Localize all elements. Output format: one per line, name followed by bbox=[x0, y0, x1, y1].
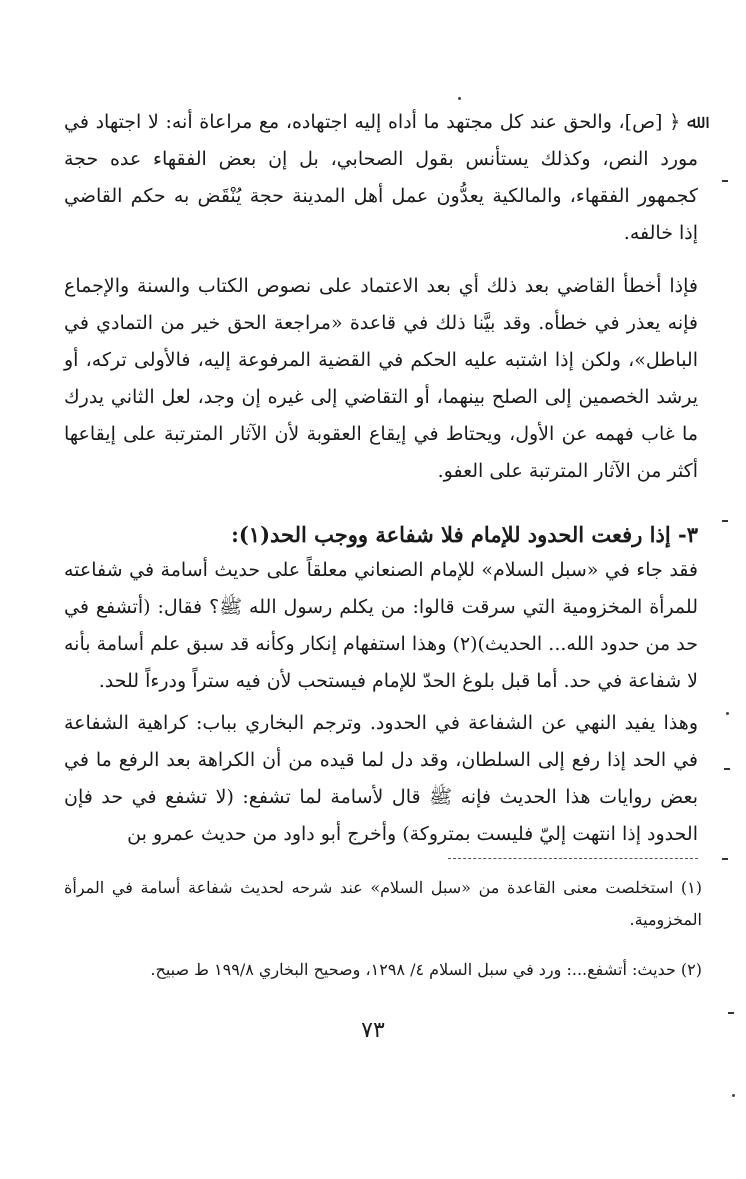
scan-mark bbox=[722, 858, 728, 860]
paragraph-1: ﷲ ﴿ [ص]، والحق عند كل مجتهد ما أداه إليه اجتهاده، مع مراعاة أنه: لا اجتهاد في مورد النص، وكذلك يستأنس بقول الصحابي، بل إن بعض الفقهاء عده حجة كجمهور الفقهاء، والمالكية يعدُّون عمل أهل المدينة حجة يُنْقَض به حكم القاضي إذا خالفه. bbox=[64, 111, 698, 244]
paragraph-3: فقد جاء في «سبل السلام» للإمام الصنعاني معلقاً على حديث أسامة في شفاعته للمرأة المخزومية التي سرقت قالوا: من يكلم رسول الله ﷺ؟ فقال: (أتشفع في حد من حدود الله... الحديث)(٢) وهذا استفهام إنكار وكأنه قد سبق علم أسامة بأنه لا شفاعة في حد. أما قبل بلوغ الحدّ للإمام فيستحب لأن فيه ستراً ودرءاً للحد. bbox=[64, 559, 698, 692]
footnote-2: (٢) حديث: أتشفع...: ورد في سبل السلام ٤/ ١٢٩٨، وصحيح البخاري ١٩٩/٨ ط صبيح. bbox=[150, 960, 702, 979]
scan-mark bbox=[724, 768, 730, 770]
footnote-1: (١) استخلصت معنى القاعدة من «سبل السلام» عند شرحه لحديث شفاعة أسامة في المرأة المخزومية. bbox=[64, 878, 702, 929]
paragraph-4: وهذا يفيد النهي عن الشفاعة في الحدود. وترجم البخاري بباب: كراهية الشفاعة في الحد إذا رفع إلى السلطان، وقد دل لما قيده من أن الكراهة بعد الرفع ما في بعض روايات هذا الحديث فإنه ﷺ قال لأسامة لما تشفع: (لا تشفع في حد فإن الحدود إذا انتهت إليّ فليست بمتروكة) وأخرج أبو داود من حديث عمرو بن bbox=[64, 712, 698, 845]
scan-mark bbox=[722, 180, 728, 182]
page-number: ٧٣ bbox=[361, 1018, 385, 1043]
scan-mark bbox=[722, 520, 728, 522]
scan-mark bbox=[458, 97, 461, 100]
section-heading: ٣- إذا رفعت الحدود للإمام فلا شفاعة ووجب الحد(١): bbox=[231, 522, 698, 548]
footnote-separator bbox=[448, 858, 698, 859]
scan-mark bbox=[732, 1094, 735, 1097]
paragraph-2: فإذا أخطأ القاضي بعد ذلك أي بعد الاعتماد على نصوص الكتاب والسنة والإجماع فإنه يعذر في خطأه. وقد بيَّنا ذلك في قاعدة «مراجعة الحق خير من التمادي في الباطل»، ولكن إذا اشتبه عليه الحكم في القضية المرفوعة إليه، فالأولى تركه، أو يرشد الخصمين إلى الصلح بينهما، أو التقاضي إلى غيره إن وجد، لعل الثاني يدرك ما غاب فهمه عن الأول، ويحتاط في إيقاع العقوبة لأن الآثار المترتبة على إيقاعها أكثر من الآثار المترتبة على العفو. bbox=[64, 275, 698, 482]
scan-mark bbox=[728, 1012, 734, 1014]
scan-mark bbox=[726, 712, 729, 715]
